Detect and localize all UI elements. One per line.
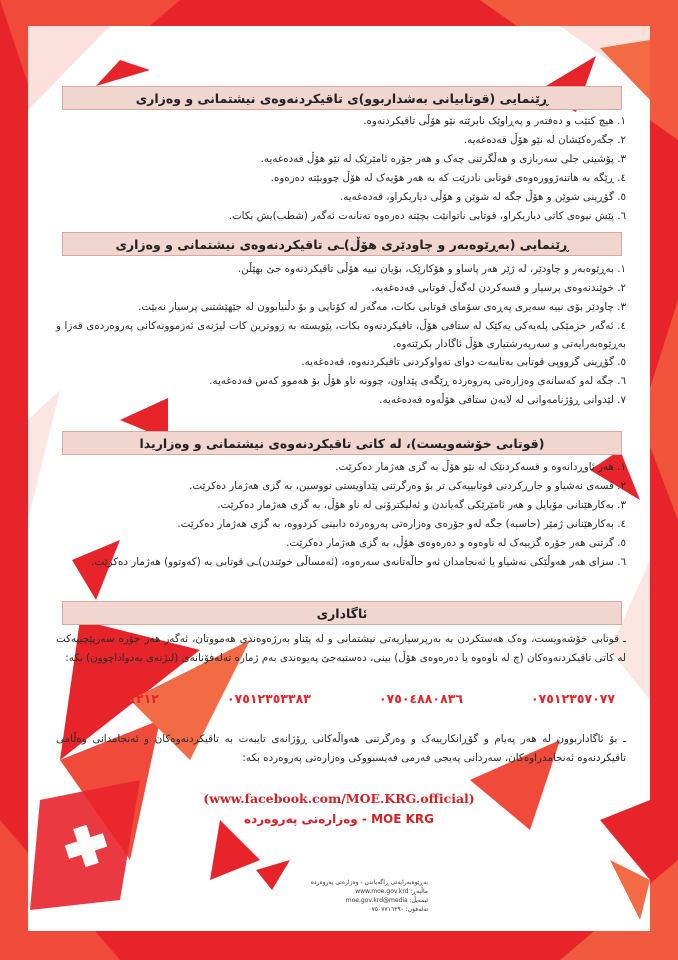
- list-item: ٦. سزای هەر هەوڵێکی نەشیاو یا ئەنجامدان ئەو حاڵەتانەی سەرەوە، (ئەمساڵی خوێندن)ـی قوتابی بە (کەوتوو) هەژمار دەکرێت.: [91, 556, 626, 568]
- footer-info: [278, 878, 428, 914]
- footer-line: تەلەفۆن: ٠٧٥٠٧٧١٦٣٩٠: [368, 906, 428, 913]
- list-item: ١. هیچ کتێب و دەفتەر و پەڕاوێک نابرێتە نێو هۆڵی تاقیکردنەوە.: [363, 115, 626, 127]
- list-item: ٣. بەکارهێنانی مۆبایل و هەر ئامێرێکی گەیاندن و ئەلیکترۆنی لە ناو هۆڵ، بە گزی هەژمار دەکرێت.: [217, 499, 626, 511]
- section2-list: [56, 260, 626, 410]
- section4-title: ئاگاداری: [62, 601, 622, 625]
- section1-list: [56, 112, 626, 226]
- list-item: ٧. لێدوانی ڕۆژنامەوانی لە لایەن ستافی هۆڵەوە قەدەغەیە.: [379, 394, 626, 406]
- list-item: ٤. ئەگەر خزمێکی پلەیەکی یەکێک لە ستافی هۆڵ، تاقیکردنەوە بکات، پێویستە بە زووترین کات لیژنەی ئەزموونەکانی پەروەردەی قەزا و بەڕێوەبەرایەتی و سەرپەرشتیاری هۆڵ ئاگادار بکرێتەوە.: [56, 320, 626, 350]
- phone-number[interactable]: ٠٧٥١٢٣٥٧٠٧٧: [531, 691, 615, 706]
- section2-title: ڕێنمایی (بەڕێوەبەر و چاودێری هۆڵ)ـی تاقیکردنەوەی نیشتمانی و وەزاری: [62, 232, 622, 256]
- section3-list: [56, 458, 626, 571]
- list-item: ٦. پێش نیوەی کاتی دیاریکراو، قوتابی ناتوانێت بچێتە دەرەوە تەنانەت ئەگەر (شطب)یش بکات.: [228, 210, 626, 222]
- notice-paragraph-2: ـ بۆ ئاگاداربوون لە هەر پەیام و گۆڕانکارییەک و وەرگرتنی هەواڵەکانی ڕۆژانەی تایبەت بە تاقیکردنەوەکان و ئەنجامدانی وەڵامی تاقیکردنەوە ئەنجامدراوەکان، سەردانی پەیجی فەرمی فەیسبووکی وەزارەتی پەروەردە بکە:: [56, 733, 626, 764]
- footer-line: ئیمەیڵ: moe.gov.krd@media: [345, 897, 428, 904]
- phone-number[interactable]: ٠٧٥١٢٣٥٣٣٨٣: [227, 691, 311, 706]
- phone-number[interactable]: ٠٧٥٠٤٨٨٠٨٣٦: [379, 691, 463, 706]
- page-name: MOE KRG - وەزارەتی پەروەردە: [243, 812, 434, 826]
- phone-number[interactable]: ٠٧٥٠١١٤١٢١٢: [75, 691, 159, 706]
- list-item: ١. هەر ئاوڕدانەوە و قسەکردنێک لە نێو هۆڵ بە گزی هەژمار دەکرێت.: [335, 461, 626, 473]
- list-item: ٤. بەکارهێنانی ژمێر (حاسبە) جگە لەو جۆرەی وەزارەتی پەروەردە دابینی کردووە، بە گزی هەژمار دەکرێت.: [177, 518, 626, 530]
- phone-numbers: [75, 691, 615, 711]
- section3-title: (قوتابی خۆشەویست)، لە کاتی تاقیکردنەوەی نیشتمانی و وەزاریدا: [62, 431, 622, 455]
- footer-line: ماڵپەڕ: www.moe.gov.krd: [355, 888, 428, 895]
- list-item: ٤. ڕێگە بە هاتنەژوورەوەی قوتابی نادرێت کە بە هەر هۆیەک لە هۆڵ چووبێتە دەرەوە.: [270, 172, 626, 184]
- list-item: ٣. پۆشینی جلی سەربازی و هەڵگرتنی چەک و هەر جۆرە ئامێرێک لە نێو هۆڵ قەدەغەیە.: [260, 153, 626, 165]
- list-item: ٢. قسەی نەشیاو و جارڕکردنی قوتابییەکی تر بۆ وەرگرتنی پێداویستی نووسین، بە گزی هەژمار دەکرێت.: [189, 480, 626, 492]
- list-item: ٦. جگە لەو کەسانەی وەزارەتی پەروەردە ڕێگەی پێداون، چوونە ناو هۆڵ بۆ هەموو کەس قەدەغەیە.: [209, 375, 626, 387]
- list-item: ٥. گۆڕینی شوێن و هۆڵ جگە لە شوێن و هۆڵی دیاریکراو، قەدەغەیە.: [340, 191, 626, 203]
- list-item: ٣. چاودێر بۆی نییە سەیری پەڕەی سۆمای قوتابی بکات، مەگەر لە کۆتایی و بۆ دڵنیابوون لە جێهێشتنی پرسیار نەبێت.: [138, 301, 626, 313]
- list-item: ٢. خوێندنەوەی پرسیار و قسەکردن لەگەڵ قوتابی قەدەغەیە.: [371, 282, 626, 294]
- list-item: ٢. جگەرەکێشان لە نێو هۆڵ قەدەغەیە.: [463, 134, 626, 146]
- section1-title: ڕێنمایی (قوتابیانی بەشداربوو)ی تاقیکردنەوەی نیشتمانی و وەزاری: [62, 86, 622, 110]
- list-item: ٥. گرتنی هەر جۆرە گزییەک لە ناوەوە و دەرەوەی هۆڵ، بە گزی هەژمار دەکرێت.: [286, 537, 626, 549]
- footer-line: بەڕێوەبەرایەتی ڕاگەیاندن - وەزارەتی پەروەردە: [310, 879, 428, 886]
- facebook-link[interactable]: (www.facebook.com/MOE.KRG.official): [203, 791, 475, 806]
- list-item: ٥. گۆڕینی گرووپی قوتابی بەتایبەت دوای تەواوکردنی تاقیکردنەوە، قەدەغەیە.: [301, 356, 626, 368]
- list-item: ١. بەڕێوەبەر و چاودێر، لە ژێر هەر پاساو و هۆکارێک، بۆیان نییە هۆڵی تاقیکردنەوە جێ بهێڵن.: [237, 263, 626, 275]
- notice-paragraph-1: ـ قوتابی خۆشەویست، وەک هەستکردن بە بەرپرسیاریەتی نیشتمانی و لە پێناو بەرژەوەندی هەمووتان، ئەگەر هەر جۆرە سەرپێچییەکت لە کاتی تاقیکردنەوەکان (چ لە ناوەوە یا دەرەوەی هۆڵ) بینی، دەستبەجێ پەیوەندی بەم ژمارە تەلەفۆنانەی (لیژنەی بەدواداچوون) بکە:: [56, 633, 626, 664]
